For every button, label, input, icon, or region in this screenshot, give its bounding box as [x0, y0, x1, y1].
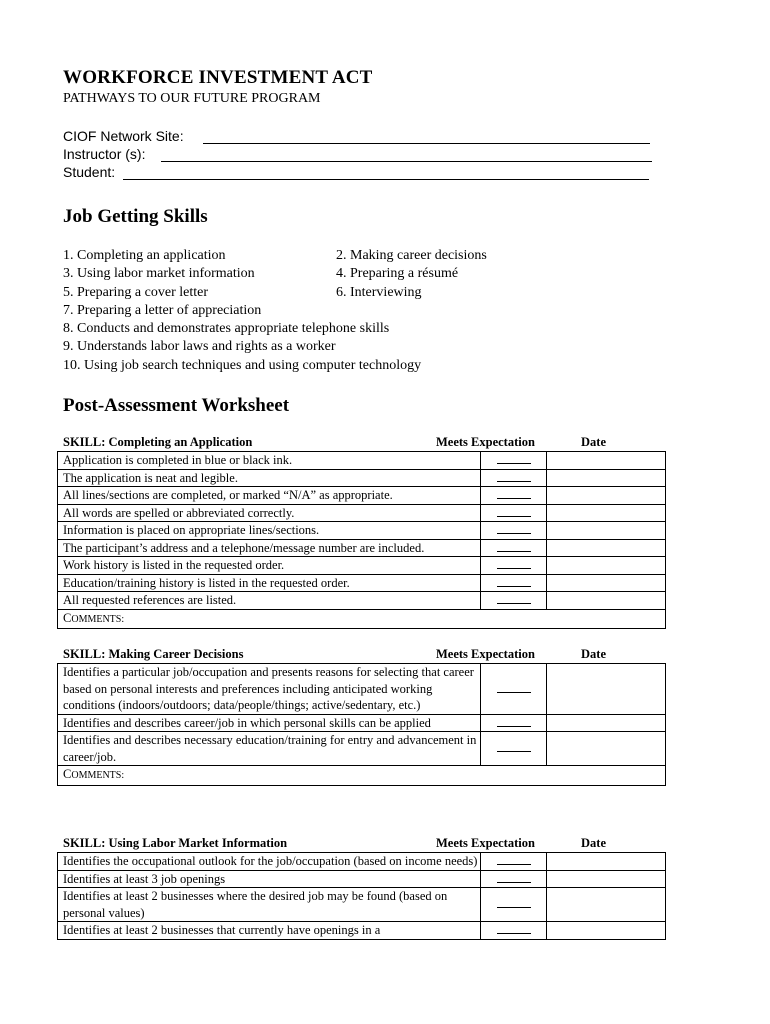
skill-title: SKILL: Using Labor Market Information	[63, 836, 288, 850]
meets-expectation-blank[interactable]	[481, 522, 547, 540]
student-field	[63, 164, 115, 180]
table-row: Education/training history is listed in the requested order.	[58, 574, 666, 592]
table-row: The participant’s address and a telephone/message number are included.	[58, 539, 666, 557]
table-row: All lines/sections are completed, or marked “N/A” as appropriate.	[58, 487, 666, 505]
meets-expectation-header: Meets Expectation	[436, 435, 535, 449]
meets-expectation-blank[interactable]	[481, 557, 547, 575]
ciof-network-site-field	[63, 128, 184, 144]
meets-expectation-blank[interactable]	[481, 732, 547, 766]
meets-expectation-blank[interactable]	[481, 504, 547, 522]
field-label: Instructor (s):	[63, 146, 146, 162]
meets-expectation-blank[interactable]	[481, 592, 547, 610]
list-item: 3. Using labor market information 4. Preparing a résumé	[63, 266, 459, 282]
meets-expectation-blank[interactable]	[481, 539, 547, 557]
table-row: Identifies a particular job/occupation and presents reasons for selecting that career based on personal interests and preferences including anticipated working conditions (indoors/outdoors; data/people/things; active/sedentary, etc.)	[58, 664, 666, 715]
date-cell[interactable]	[547, 469, 666, 487]
date-cell[interactable]	[547, 452, 666, 470]
table-row: Application is completed in blue or black ink.	[58, 452, 666, 470]
assessment-table	[57, 451, 666, 629]
list-item: 7. Preparing a letter of appreciation	[63, 302, 262, 318]
assessment-table	[57, 852, 666, 940]
skill-section-header	[57, 646, 659, 663]
table-row: Identifies and describes necessary education/training for entry and advancement in career/job.	[58, 732, 666, 766]
table-row: Identifies at least 2 businesses where the desired job may be found (based on personal values)	[58, 888, 666, 922]
date-cell[interactable]	[547, 922, 666, 940]
fill-in-line	[123, 179, 649, 180]
comments-row	[58, 609, 666, 629]
section-heading-post-assessment: Post-Assessment Worksheet	[63, 395, 290, 416]
meets-expectation-blank[interactable]	[481, 469, 547, 487]
meets-expectation-blank[interactable]	[481, 452, 547, 470]
table-row: Information is placed on appropriate lines/sections.	[58, 522, 666, 540]
date-header: Date	[581, 435, 606, 449]
page-subtitle: PATHWAYS TO OUR FUTURE PROGRAM	[63, 91, 321, 106]
date-cell[interactable]	[547, 539, 666, 557]
field-label: CIOF Network Site:	[63, 128, 184, 144]
fill-in-line	[203, 143, 650, 144]
date-cell[interactable]	[547, 574, 666, 592]
table-row: The application is neat and legible.	[58, 469, 666, 487]
table-row: Work history is listed in the requested order.	[58, 557, 666, 575]
date-cell[interactable]	[547, 714, 666, 732]
meets-expectation-blank[interactable]	[481, 574, 547, 592]
meets-expectation-blank[interactable]	[481, 714, 547, 732]
list-item: 10. Using job search techniques and using computer technology	[63, 357, 422, 373]
comments-cell[interactable]: COMMENTS:	[58, 766, 666, 786]
date-cell[interactable]	[547, 522, 666, 540]
skill-section-application	[57, 434, 659, 629]
meets-expectation-blank[interactable]	[481, 888, 547, 922]
date-cell[interactable]	[547, 732, 666, 766]
list-item: 8. Conducts and demonstrates appropriate telephone skills	[63, 321, 390, 337]
date-cell[interactable]	[547, 504, 666, 522]
table-row: All requested references are listed.	[58, 592, 666, 610]
date-cell[interactable]	[547, 557, 666, 575]
date-header: Date	[581, 836, 606, 850]
skill-section-header	[57, 835, 659, 852]
list-item: 1. Completing an application 2. Making career decisions	[63, 248, 487, 263]
meets-expectation-header: Meets Expectation	[436, 836, 535, 850]
date-header: Date	[581, 647, 606, 661]
skill-section-header	[57, 434, 659, 451]
meets-expectation-blank[interactable]	[481, 922, 547, 940]
meets-expectation-blank[interactable]	[481, 870, 547, 888]
skill-section-career-decisions	[57, 646, 659, 786]
date-cell[interactable]	[547, 888, 666, 922]
table-row: Identifies and describes career/job in which personal skills can be applied	[58, 714, 666, 732]
job-getting-skills-list	[63, 247, 623, 375]
comments-row	[58, 766, 666, 786]
table-row: Identifies at least 2 businesses that currently have openings in a	[58, 922, 666, 940]
date-cell[interactable]	[547, 592, 666, 610]
date-cell[interactable]	[547, 870, 666, 888]
date-cell[interactable]	[547, 487, 666, 505]
skill-title: SKILL: Completing an Application	[63, 435, 253, 449]
section-heading-job-getting-skills: Job Getting Skills	[63, 206, 208, 227]
assessment-table	[57, 663, 666, 786]
meets-expectation-blank[interactable]	[481, 853, 547, 871]
date-cell[interactable]	[547, 664, 666, 715]
table-row: All words are spelled or abbreviated correctly.	[58, 504, 666, 522]
meets-expectation-header: Meets Expectation	[436, 647, 535, 661]
meets-expectation-blank[interactable]	[481, 487, 547, 505]
skill-section-labor-market	[57, 835, 659, 940]
date-cell[interactable]	[547, 853, 666, 871]
list-item: 5. Preparing a cover letter 6. Interviewing	[63, 284, 422, 300]
table-row: Identifies at least 3 job openings	[58, 870, 666, 888]
field-label: Student:	[63, 164, 116, 180]
skill-title: SKILL: Making Career Decisions	[63, 647, 244, 661]
table-row: Identifies the occupational outlook for the job/occupation (based on income needs)	[58, 853, 666, 871]
fill-in-line	[161, 161, 652, 162]
comments-cell[interactable]: COMMENTS:	[58, 609, 666, 629]
instructor-field	[63, 146, 145, 162]
page-title: WORKFORCE INVESTMENT ACT	[63, 67, 373, 88]
list-item: 9. Understands labor laws and rights as a worker	[63, 339, 336, 355]
meets-expectation-blank[interactable]	[481, 664, 547, 715]
